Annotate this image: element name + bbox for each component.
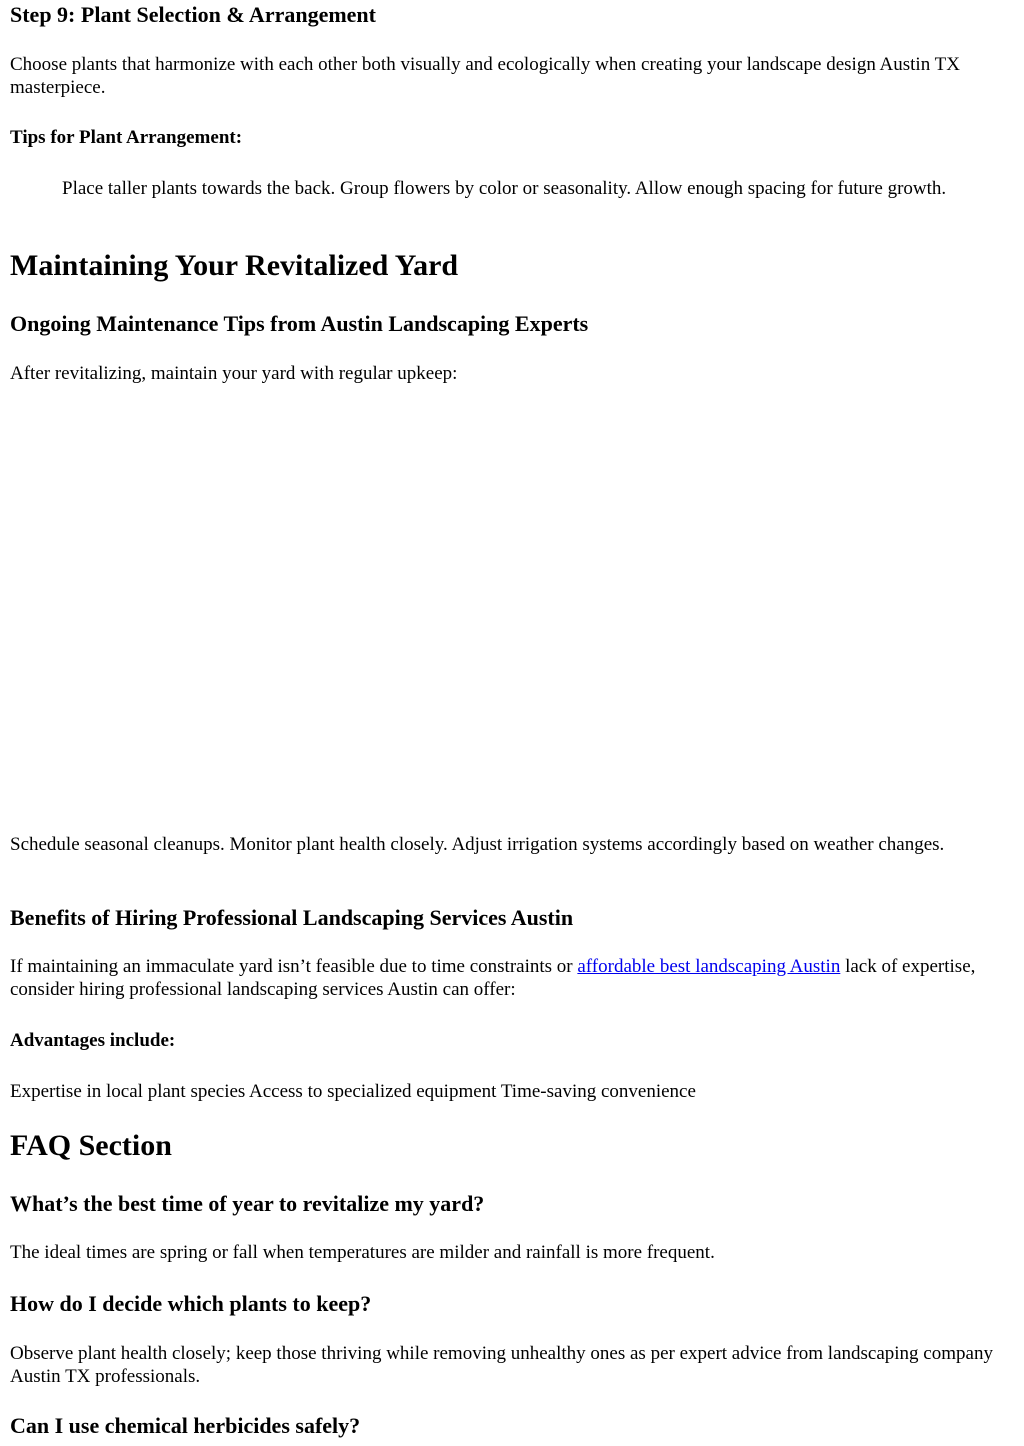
advantages-heading: Advantages include:	[10, 1030, 176, 1051]
benefits-text-after-link: lack of expertise, consider hiring professional landscaping services Austin can offer:	[10, 956, 976, 1000]
maintenance-tips-text: Schedule seasonal cleanups. Monitor plant health closely. Adjust irrigation systems accordingly based on weather changes.	[10, 834, 945, 855]
maintenance-intro: After revitalizing, maintain your yard with regular upkeep:	[10, 363, 458, 384]
faq-answer: The ideal times are spring or fall when temperatures are milder and rainfall is more frequent.	[10, 1242, 715, 1263]
maintenance-tips-heading: Ongoing Maintenance Tips from Austin Landscaping Experts	[10, 311, 589, 336]
faq-answer: Observe plant health closely; keep those thriving while removing unhealthy ones as per expert advice from landscaping company Austin TX professionals.	[10, 1343, 993, 1387]
tips-heading: Tips for Plant Arrangement:	[10, 127, 243, 148]
benefits-heading: Benefits of Hiring Professional Landscaping Services Austin	[10, 905, 574, 930]
faq-question: How do I decide which plants to keep?	[10, 1291, 372, 1316]
step9-heading: Step 9: Plant Selection & Arrangement	[10, 2, 376, 27]
benefits-paragraph	[10, 955, 1014, 1001]
blank-image-area	[10, 400, 1014, 825]
faq-heading: FAQ Section	[10, 1129, 172, 1162]
benefits-text-before-link: If maintaining an immaculate yard isn’t feasible due to time constraints or	[10, 956, 578, 977]
affordable-landscaping-link[interactable]: affordable best landscaping Austin	[577, 956, 841, 977]
step9-paragraph: Choose plants that harmonize with each other both visually and ecologically when creating your landscape design Austin TX masterpiece.	[10, 54, 960, 98]
maintaining-heading: Maintaining Your Revitalized Yard	[10, 249, 459, 282]
advantages-text: Expertise in local plant species Access to specialized equipment Time-saving convenience	[10, 1081, 696, 1102]
faq-question: Can I use chemical herbicides safely?	[10, 1413, 361, 1438]
tips-blockquote: Place taller plants towards the back. Group flowers by color or seasonality. Allow enough spacing for future growth.	[62, 178, 947, 199]
faq-question: What’s the best time of year to revitalize my yard?	[10, 1191, 485, 1216]
